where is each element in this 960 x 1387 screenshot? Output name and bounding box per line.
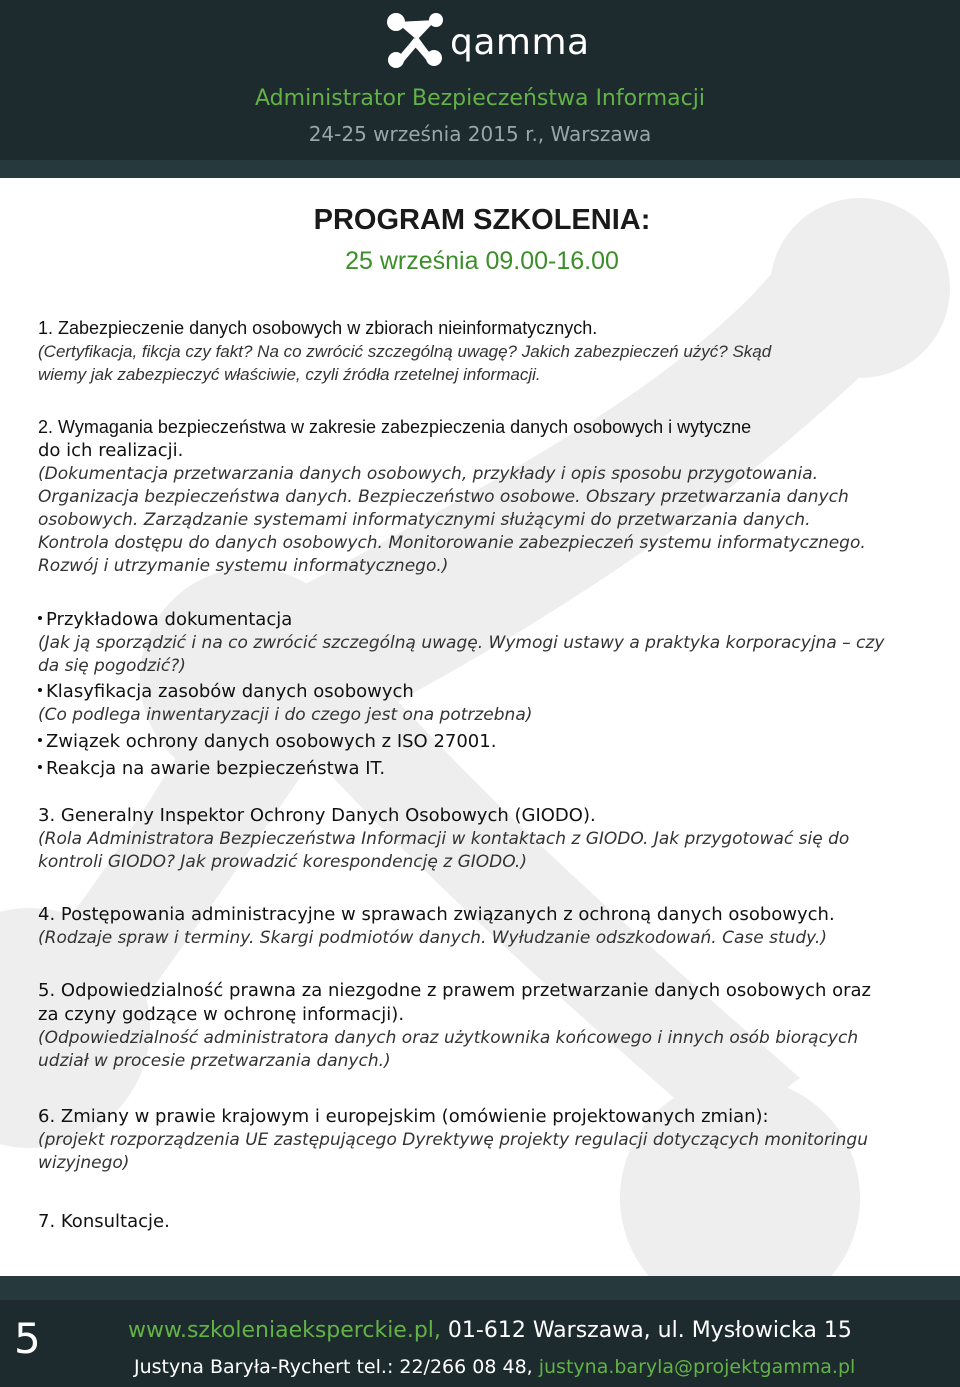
section-5-desc-line: (Odpowiedzialność administratora danych oraz użytkownika końcowego i innych osób biorących: [38, 1028, 859, 1048]
section-6-desc-line: (projekt rozporządzenia UE zastępującego Dyrektywę projekty regulacji dotyczących monitoringu: [38, 1130, 868, 1150]
section-5-desc-line: udział w procesie przetwarzania danych.): [38, 1051, 391, 1071]
section-5-title: 5. Odpowiedzialność prawna za niezgodne z prawem przetwarzanie danych osobowych oraz: [38, 980, 871, 1001]
bullet-item: [38, 730, 918, 754]
bullet-list: [38, 608, 918, 781]
bullet-dot: [38, 688, 42, 692]
bullet-dot: [38, 738, 42, 742]
website-link[interactable]: www.szkoleniaeksperckie.pl,: [128, 1318, 441, 1343]
logo-wordmark: qamma: [450, 22, 590, 63]
bullet-title: Reakcja na awarie bezpieczeństwa IT.: [46, 758, 386, 779]
footer-address-line: [128, 1318, 852, 1343]
header-stripe: [0, 160, 960, 178]
training-dates: 24-25 września 2015 r., Warszawa: [308, 122, 652, 146]
email-link[interactable]: justyna.baryla@projektgamma.pl: [538, 1356, 856, 1378]
section-6-desc-line: wizyjnego): [38, 1153, 130, 1173]
section-1-title: 1. Zabezpieczenie danych osobowych w zbiorach nieinformatycznych.: [38, 318, 598, 338]
contact-person: Justyna Baryła-Rychert tel.: 22/266 08 48,: [134, 1356, 539, 1378]
gamma-logo-icon: [384, 10, 450, 72]
bullet-desc-line: da się pogodzić?): [38, 656, 186, 676]
section-3: [38, 804, 918, 874]
section-2-desc-line: (Dokumentacja przetwarzania danych osobowych, przykłady i opis sposobu przygotowania.: [38, 464, 819, 484]
bullet-dot: [38, 616, 42, 620]
section-1-desc-line: wiemy jak zabezpieczyć właściwie, czyli źródła rzetelnej informacji.: [38, 365, 541, 384]
program-date: 25 września 09.00-16.00: [345, 247, 619, 275]
section-3-title: 3. Generalny Inspektor Ochrony Danych Osobowych (GIODO).: [38, 805, 596, 826]
section-2-title: 2. Wymagania bezpieczeństwa w zakresie zabezpieczenia danych osobowych i wytyczne: [38, 417, 752, 437]
header-banner: [0, 0, 960, 178]
bullet-item: [38, 608, 918, 632]
footer: [0, 1276, 960, 1387]
section-7: [38, 1210, 918, 1234]
page-number: 5: [14, 1314, 41, 1363]
section-2-desc-line: osobowych. Zarządzanie systemami informatycznymi służącymi do przetwarzania danych.: [38, 510, 811, 530]
bullet-title: Przykładowa dokumentacja: [46, 609, 293, 630]
bullet-desc-line: (Jak ją sporządzić i na co zwrócić szczególną uwagę. Wymogi ustawy a praktyka korporacyjna – czy: [38, 633, 885, 653]
section-4-title: 4. Postępowania administracyjne w sprawach związanych z ochroną danych osobowych.: [38, 904, 835, 925]
section-7-title: 7. Konsultacje.: [38, 1211, 170, 1232]
section-2-desc-line: Rozwój i utrzymanie systemu informatycznego.): [38, 556, 449, 576]
section-6: [38, 1105, 918, 1175]
bullet-dot: [38, 765, 42, 769]
footer-stripe: [0, 1276, 960, 1300]
bullet-item: [38, 757, 918, 781]
bullet-title: Klasyfikacja zasobów danych osobowych: [46, 681, 414, 702]
section-5: [38, 979, 918, 1073]
section-2-desc-line: Organizacja bezpieczeństwa danych. Bezpieczeństwo osobowe. Obszary przetwarzania danych: [38, 487, 849, 507]
section-4: [38, 903, 918, 950]
program-title: PROGRAM SZKOLENIA:: [313, 204, 651, 236]
section-4-desc-line: (Rodzaje spraw i terminy. Skargi podmiotów danych. Wyłudzanie odszkodowań. Case study.): [38, 928, 827, 948]
footer-address: 01-612 Warszawa, ul. Mysłowicka 15: [440, 1318, 852, 1343]
section-2-title-cont: do ich realizacji.: [38, 440, 184, 461]
bullet-item: [38, 680, 918, 704]
training-title: Administrator Bezpieczeństwa Informacji: [255, 86, 705, 111]
bullet-title: Związek ochrony danych osobowych z ISO 27001.: [46, 731, 497, 752]
section-6-title: 6. Zmiany w prawie krajowym i europejskim (omówienie projektowanych zmian):: [38, 1106, 769, 1127]
section-3-desc-line: (Rola Administratora Bezpieczeństwa Informacji w kontaktach z GIODO. Jak przygotować się do: [38, 829, 850, 849]
bullet-desc-line: (Co podlega inwentaryzacji i do czego jest ona potrzebna): [38, 705, 533, 725]
gamma-logo: [384, 10, 594, 72]
footer-contact-line: [134, 1356, 855, 1378]
program-content: [38, 200, 918, 1232]
section-5-title-cont: za czyny godzące w ochronę informacji).: [38, 1004, 405, 1025]
section-2-desc-line: Kontrola dostępu do danych osobowych. Monitorowanie zabezpieczeń systemu informatycznego.: [38, 533, 866, 553]
section-1: [38, 316, 918, 386]
section-2: [38, 415, 918, 578]
section-3-desc-line: kontroli GIODO? Jak prowadzić korespondencję z GIODO.): [38, 852, 527, 872]
section-1-desc-line: (Certyfikacja, fikcja czy fakt? Na co zwrócić szczególną uwagę? Jakich zabezpieczeń użyć? Skąd: [38, 342, 772, 361]
